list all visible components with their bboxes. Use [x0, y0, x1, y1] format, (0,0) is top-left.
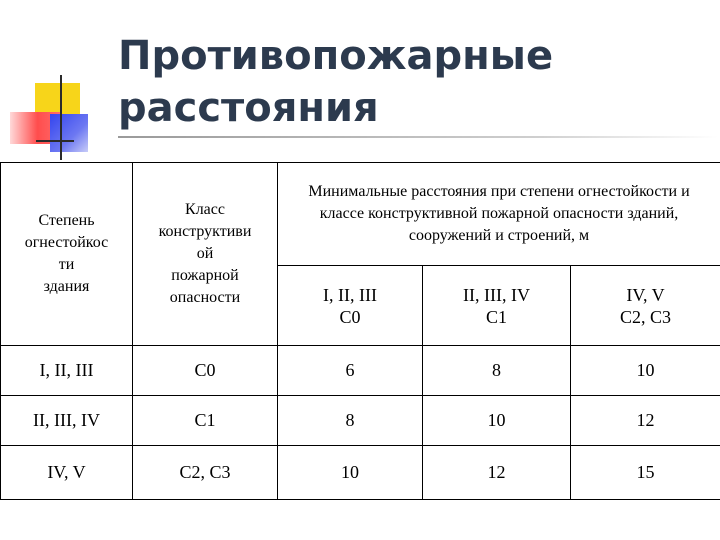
header-construction-class: Класс конструктиви ой пожарной опасности: [133, 163, 278, 346]
fire-distance-table: [0, 162, 720, 500]
slide-title-line2: расстояния: [118, 85, 379, 131]
cell-distance: 12: [423, 446, 571, 500]
table-row: [1, 346, 720, 396]
cell-distance: 10: [423, 396, 571, 446]
cell-distance: 8: [423, 346, 571, 396]
cell-degree: II, III, IV: [1, 396, 133, 446]
decor-blue-square: [50, 114, 88, 152]
slide-title: [118, 30, 553, 134]
decor-vertical-line: [60, 75, 62, 160]
cell-distance: 10: [278, 446, 423, 500]
cell-distance: 10: [571, 346, 720, 396]
title-underline: [118, 136, 718, 138]
header-fire-resistance-degree: Степень огнестойкос ти здания: [1, 163, 133, 346]
header-min-distances: Минимальные расстояния при степени огнестойкости и классе конструктивной пожарной опасности зданий, сооружений и строений, м: [278, 163, 720, 266]
subheader-col-1: I, II, III С0: [278, 266, 423, 346]
cell-degree: IV, V: [1, 446, 133, 500]
cell-class: С2, С3: [133, 446, 278, 500]
table-header-row: [1, 163, 720, 266]
cell-distance: 8: [278, 396, 423, 446]
cell-class: С1: [133, 396, 278, 446]
cell-degree: I, II, III: [1, 346, 133, 396]
table-row: [1, 396, 720, 446]
cell-class: С0: [133, 346, 278, 396]
table-row: [1, 446, 720, 500]
slide-title-line1: Противопожарные: [118, 33, 554, 79]
cell-distance: 6: [278, 346, 423, 396]
subheader-col-3: IV, V С2, С3: [571, 266, 720, 346]
decor-horizontal-line: [36, 140, 74, 142]
subheader-col-2: II, III, IV С1: [423, 266, 571, 346]
cell-distance: 12: [571, 396, 720, 446]
cell-distance: 15: [571, 446, 720, 500]
